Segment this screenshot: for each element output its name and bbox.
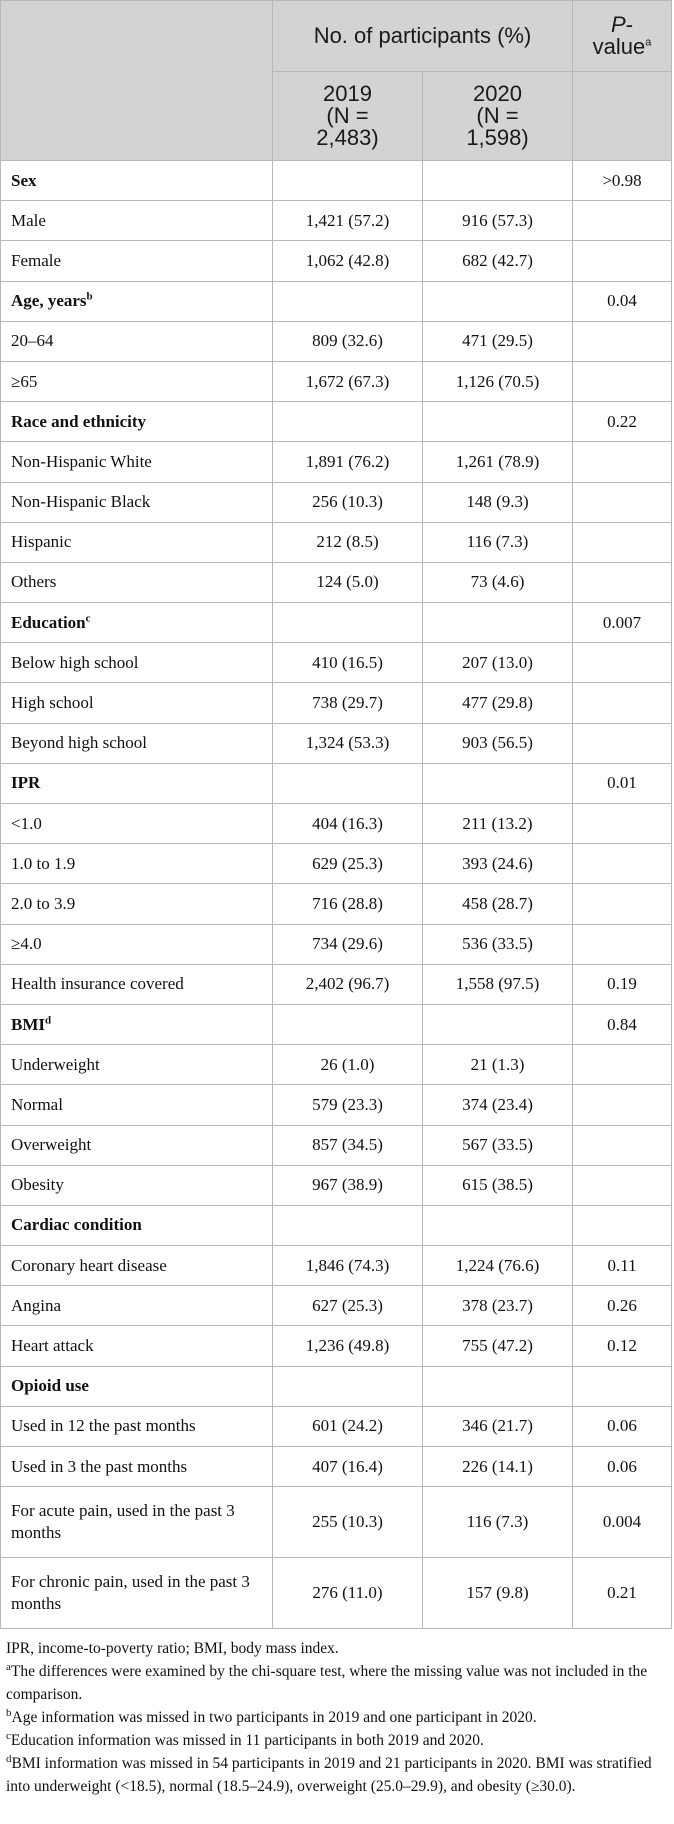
- p-value: 0.22: [573, 402, 672, 442]
- table-row: [1, 442, 672, 482]
- value-2019: [273, 1004, 423, 1044]
- p-value: 0.01: [573, 763, 672, 803]
- p-value: [573, 1045, 672, 1085]
- table-row: [1, 1085, 672, 1125]
- footnote-abbrev: IPR, income-to-poverty ratio; BMI, body mass index.: [6, 1640, 339, 1658]
- row-label: Age, years$^b$: [1, 281, 273, 321]
- p-value: [573, 1165, 672, 1205]
- value-2020: 157 (9.8): [423, 1558, 573, 1629]
- value-2019: 734 (29.6): [273, 924, 423, 964]
- value-2019: 1,324 (53.3): [273, 723, 423, 763]
- p-value: 0.84: [573, 1004, 672, 1044]
- p-value: >0.98: [573, 161, 672, 201]
- row-label: Hispanic: [1, 522, 273, 562]
- value-2020: 458 (28.7): [423, 884, 573, 924]
- table-row: [1, 643, 672, 683]
- value-2019: [273, 1205, 423, 1245]
- row-label: Used in 12 the past months: [1, 1406, 273, 1446]
- table-row: [1, 884, 672, 924]
- year-2020-header: [423, 72, 573, 161]
- value-2020: 1,126 (70.5): [423, 361, 573, 401]
- value-2020: 1,558 (97.5): [423, 964, 573, 1004]
- row-label: 20–64: [1, 321, 273, 361]
- value-2020: 346 (21.7): [423, 1406, 573, 1446]
- value-2020: 916 (57.3): [423, 201, 573, 241]
- p-value: 0.06: [573, 1406, 672, 1446]
- table-row: [1, 1165, 672, 1205]
- value-2020: 471 (29.5): [423, 321, 573, 361]
- p-value: [573, 1205, 672, 1245]
- p-value: 0.06: [573, 1447, 672, 1487]
- value-2019: 601 (24.2): [273, 1406, 423, 1446]
- table-row: [1, 1406, 672, 1446]
- row-label: Below high school: [1, 643, 273, 683]
- row-label: Opioid use: [1, 1366, 273, 1406]
- value-2019: 1,672 (67.3): [273, 361, 423, 401]
- table-row: [1, 804, 672, 844]
- value-2019: 124 (5.0): [273, 562, 423, 602]
- row-label: Others: [1, 562, 273, 602]
- table-row: [1, 321, 672, 361]
- value-2020: 393 (24.6): [423, 844, 573, 884]
- table-row: [1, 1125, 672, 1165]
- table-row: [1, 522, 672, 562]
- value-2020: [423, 763, 573, 803]
- value-2019: 1,236 (49.8): [273, 1326, 423, 1366]
- table-row: [1, 1447, 672, 1487]
- value-2020: 567 (33.5): [423, 1125, 573, 1165]
- value-2020: 682 (42.7): [423, 241, 573, 281]
- table-row: [1, 1004, 672, 1044]
- p-value: [573, 804, 672, 844]
- row-label: Obesity: [1, 1165, 273, 1205]
- y2020-line3: 1,598): [466, 125, 529, 150]
- p-value: [573, 884, 672, 924]
- row-label: <1.0: [1, 804, 273, 844]
- p-value: 0.004: [573, 1487, 672, 1558]
- p-value: [573, 683, 672, 723]
- value-2020: 477 (29.8): [423, 683, 573, 723]
- value-2019: [273, 402, 423, 442]
- footnote-b: $^b$Age information was missed in two participants in 2019 and one participant in 2020.: [6, 1707, 537, 1727]
- p-value: [573, 723, 672, 763]
- value-2020: 21 (1.3): [423, 1045, 573, 1085]
- row-label: Used in 3 the past months: [1, 1447, 273, 1487]
- value-2020: [423, 1205, 573, 1245]
- row-label: 2.0 to 3.9: [1, 884, 273, 924]
- table-row: [1, 241, 672, 281]
- p-label: P: [611, 12, 626, 37]
- value-2019: 404 (16.3): [273, 804, 423, 844]
- value-2020: [423, 161, 573, 201]
- table-row: [1, 683, 672, 723]
- table-row: [1, 1558, 672, 1629]
- value-2020: 226 (14.1): [423, 1447, 573, 1487]
- p-value-header: P- value$^a$: [573, 1, 672, 72]
- footnote-d: $^d$BMI information was missed in 54 participants in 2019 and 21 participants in 2020. BMI was stratified into underweight (<18.5), normal (18.5–24.9), overweight (25.0–29.9), and obesity (≥30.0).: [6, 1753, 652, 1796]
- value-2020: 148 (9.3): [423, 482, 573, 522]
- table-row: [1, 1487, 672, 1558]
- value-2020: [423, 1366, 573, 1406]
- value-2020: 536 (33.5): [423, 924, 573, 964]
- row-label: Sex: [1, 161, 273, 201]
- value-2020: 374 (23.4): [423, 1085, 573, 1125]
- p-value: [573, 924, 672, 964]
- y2019-line1: 2019: [323, 81, 372, 106]
- table-row: [1, 161, 672, 201]
- value-2019: 1,846 (74.3): [273, 1246, 423, 1286]
- value-2019: 407 (16.4): [273, 1447, 423, 1487]
- value-2020: 903 (56.5): [423, 723, 573, 763]
- value-2020: 615 (38.5): [423, 1165, 573, 1205]
- table-row: [1, 844, 672, 884]
- table-row: [1, 603, 672, 643]
- p-value: [573, 844, 672, 884]
- value-2020: 1,261 (78.9): [423, 442, 573, 482]
- p-value: [573, 522, 672, 562]
- value-2020: 1,224 (76.6): [423, 1246, 573, 1286]
- table-row: [1, 281, 672, 321]
- p-value: [573, 201, 672, 241]
- p-value: 0.26: [573, 1286, 672, 1326]
- value-2019: 410 (16.5): [273, 643, 423, 683]
- p-value: 0.11: [573, 1246, 672, 1286]
- value-2019: 26 (1.0): [273, 1045, 423, 1085]
- table-row: [1, 201, 672, 241]
- p-value: [573, 643, 672, 683]
- row-label: Race and ethnicity: [1, 402, 273, 442]
- value-2019: 579 (23.3): [273, 1085, 423, 1125]
- y2020-line2: (N =: [476, 103, 519, 128]
- row-label: Underweight: [1, 1045, 273, 1085]
- p-value: [573, 321, 672, 361]
- row-label: Non-Hispanic Black: [1, 482, 273, 522]
- row-label: Health insurance covered: [1, 964, 273, 1004]
- p-value-sup: a: [645, 36, 652, 49]
- value-2019: [273, 1366, 423, 1406]
- row-label: Coronary heart disease: [1, 1246, 273, 1286]
- value-2019: 1,421 (57.2): [273, 201, 423, 241]
- row-label: For chronic pain, used in the past 3 months: [1, 1558, 273, 1629]
- p-value: 0.04: [573, 281, 672, 321]
- footnote-c: $^c$Education information was missed in 11 participants in both 2019 and 2020.: [6, 1730, 484, 1750]
- value-2019: 627 (25.3): [273, 1286, 423, 1326]
- y2020-line1: 2020: [473, 81, 522, 106]
- table-row: [1, 562, 672, 602]
- value-2019: 629 (25.3): [273, 844, 423, 884]
- p-value: 0.21: [573, 1558, 672, 1629]
- table-row: [1, 1205, 672, 1245]
- value-2019: 276 (11.0): [273, 1558, 423, 1629]
- table-row: [1, 964, 672, 1004]
- row-label: IPR: [1, 763, 273, 803]
- row-label: Overweight: [1, 1125, 273, 1165]
- row-label: Education$^c$: [1, 603, 273, 643]
- y2019-line3: 2,483): [316, 125, 379, 150]
- table-body: [1, 161, 672, 1629]
- row-label: ≥65: [1, 361, 273, 401]
- row-label: Female: [1, 241, 273, 281]
- value-2020: 211 (13.2): [423, 804, 573, 844]
- p-value: [573, 361, 672, 401]
- row-label: Normal: [1, 1085, 273, 1125]
- table-row: [1, 1045, 672, 1085]
- p-value: 0.12: [573, 1326, 672, 1366]
- table-row: [1, 1246, 672, 1286]
- value-2020: [423, 281, 573, 321]
- row-label: 1.0 to 1.9: [1, 844, 273, 884]
- year-2019-header: [273, 72, 423, 161]
- table-row: [1, 402, 672, 442]
- row-label: Heart attack: [1, 1326, 273, 1366]
- value-2020: 73 (4.6): [423, 562, 573, 602]
- p-value: [573, 482, 672, 522]
- value-2019: [273, 763, 423, 803]
- table-row: [1, 723, 672, 763]
- value-2020: [423, 1004, 573, 1044]
- table-row: [1, 361, 672, 401]
- footnote-a: $^a$The differences were examined by the chi-square test, where the missing value was not included in the comparison.: [6, 1661, 648, 1704]
- table-row: [1, 924, 672, 964]
- p-value: 0.19: [573, 964, 672, 1004]
- value-2020: [423, 402, 573, 442]
- table-row: [1, 763, 672, 803]
- p-value: [573, 1085, 672, 1125]
- value-2020: 116 (7.3): [423, 1487, 573, 1558]
- value-2019: 809 (32.6): [273, 321, 423, 361]
- row-label: BMI$^d$: [1, 1004, 273, 1044]
- row-label: Male: [1, 201, 273, 241]
- p-value: [573, 562, 672, 602]
- row-label: Cardiac condition: [1, 1205, 273, 1245]
- p-value: [573, 1125, 672, 1165]
- value-2019: [273, 161, 423, 201]
- value-2019: [273, 281, 423, 321]
- value-2019: 255 (10.3): [273, 1487, 423, 1558]
- value-2020: 378 (23.7): [423, 1286, 573, 1326]
- footnotes: [6, 1637, 666, 1798]
- value-2019: 857 (34.5): [273, 1125, 423, 1165]
- value-2019: 256 (10.3): [273, 482, 423, 522]
- value-2019: 1,891 (76.2): [273, 442, 423, 482]
- row-label: For acute pain, used in the past 3 months: [1, 1487, 273, 1558]
- row-label: Angina: [1, 1286, 273, 1326]
- y2019-line2: (N =: [326, 103, 369, 128]
- value-2019: 738 (29.7): [273, 683, 423, 723]
- p-value-header-blank: [573, 72, 672, 161]
- header-blank: [1, 1, 273, 161]
- row-label: Non-Hispanic White: [1, 442, 273, 482]
- row-label: Beyond high school: [1, 723, 273, 763]
- value-2019: 716 (28.8): [273, 884, 423, 924]
- value-2020: 755 (47.2): [423, 1326, 573, 1366]
- value-2019: 212 (8.5): [273, 522, 423, 562]
- value-2019: [273, 603, 423, 643]
- table-row: [1, 482, 672, 522]
- value-2019: 967 (38.9): [273, 1165, 423, 1205]
- participants-header: No. of participants (%): [273, 1, 573, 72]
- table-row: [1, 1326, 672, 1366]
- value-2020: [423, 603, 573, 643]
- value-2019: 1,062 (42.8): [273, 241, 423, 281]
- value-2020: 116 (7.3): [423, 522, 573, 562]
- p-value: [573, 442, 672, 482]
- table-row: [1, 1286, 672, 1326]
- value-2019: 2,402 (96.7): [273, 964, 423, 1004]
- p-value: 0.007: [573, 603, 672, 643]
- p-value: [573, 1366, 672, 1406]
- p-value: [573, 241, 672, 281]
- row-label: High school: [1, 683, 273, 723]
- row-label: ≥4.0: [1, 924, 273, 964]
- table-row: [1, 1366, 672, 1406]
- value-2020: 207 (13.0): [423, 643, 573, 683]
